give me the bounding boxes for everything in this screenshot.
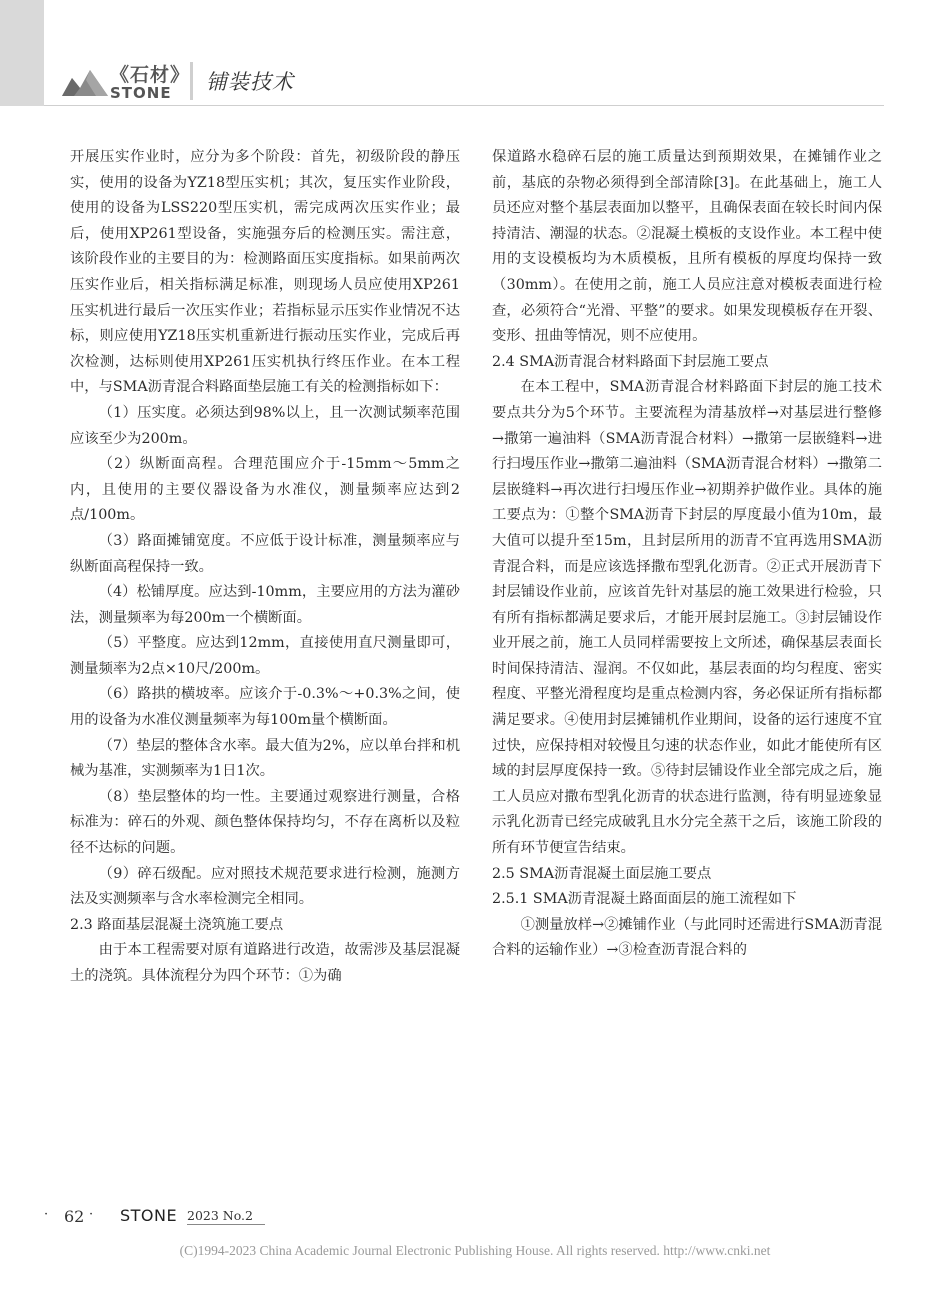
paragraph: 2.5.1 SMA沥青混凝土路面面层的施工流程如下 xyxy=(492,891,797,908)
page-number: 62 xyxy=(64,1207,85,1226)
paragraph: 保道路水稳碎石层的施工质量达到预期效果，在摊铺作业之前，基底的杂物必须得到全部清除[3]。在此基础上，施工人员还应对整个基层表面加以整平，且确保表面在较长时间内保持清洁、潮湿的状态。②混凝土模板的支设作业。本工程中使用的支设模板均为木质模板，且所有模板的厚度均保持一致（30mm）。在使用之前，施工人员应注意对模板表面进行检查，必须符合“光滑、平整”的要求。如果发现模板存在开裂、变形、扭曲等情况，则不应使用。 xyxy=(492,149,882,345)
footer-journal-name: STONE xyxy=(120,1206,178,1225)
header-divider xyxy=(190,62,193,100)
copyright-notice: (C)1994-2023 China Academic Journal Electronic Publishing House. All rights reserved. http://www.cnki.net xyxy=(179,1243,771,1258)
paragraph: （4）松铺厚度。应达到-10mm，主要应用的方法为灌砂法，测量频率为每200m一个横断面。 xyxy=(70,584,460,626)
paragraph: 由于本工程需要对原有道路进行改造，故需涉及基层混凝土的浇筑。具体流程分为四个环节：①为确 xyxy=(70,942,460,984)
paragraph: （3）路面摊铺宽度。不应低于设计标准，测量频率应与纵断面高程保持一致。 xyxy=(70,532,460,575)
left-column xyxy=(70,145,460,990)
paragraph: （2）纵断面高程。合理范围应介于-15mm～5mm之内，且使用的主要仪器设备为水准仪，测量频率应达到2点/100m。 xyxy=(70,456,460,524)
paragraph: （6）路拱的横坡率。应该介于-0.3%～+0.3%之间，使用的设备为水准仪测量频率为每100m量个横断面。 xyxy=(70,686,460,729)
journal-logo-en: STONE xyxy=(110,84,172,102)
paragraph: 在本工程中，SMA沥青混合材料路面下封层的施工技术要点共分为5个环节。主要流程为清基放样→对基层进行整修→撒第一遍油料（SMA沥青混合材料）→撒第一层嵌缝料→进行扫墁压作业→撒第二遍油料（SMA沥青混合材料）→撒第二层嵌缝料→再次进行扫墁压作业→初期养护做作业。具体的施工要点为：①整个SMA沥青下封层的厚度最小值为10m，最大值可以提升至15m，且封层所用的沥青不宜再选用SMA沥青混合料，而是应该选择撒布型乳化沥青。②正式开展沥青下封层铺设作业前，应该首先针对基层的施工效果进行检验，只有所有指标都满足要求后，才能开展封层施工。③封层铺设作业开展之前，施工人员同样需要按上文所述，确保基层表面长时间保持清洁、湿润。不仅如此，基层表面的均匀程度、密实程度、平整光滑程度均是重点检测内容，务必保证所有指标都满足要求。④使用封层摊铺机作业期间，设备的运行速度不宜过快，应保持相对较慢且匀速的状态作业，如此才能使所有区域的封层厚度保持一致。⑤待封层铺设作业全部完成之后，施工人员应对撒布型乳化沥青的状态进行监测，待有明显迹象显示乳化沥青已经完成破乳且水分完全蒸干之后，该施工阶段的所有环节便宣告结束。 xyxy=(492,379,882,857)
right-column xyxy=(492,145,882,964)
paragraph: （5）平整度。应达到12mm，直接使用直尺测量即可，测量频率为2点×10尺/200m。 xyxy=(70,635,460,677)
paragraph: （9）碎石级配。应对照技术规范要求进行检测，施测方法及实测频率与含水率检测完全相同。 xyxy=(70,865,460,908)
stone-logo-icon xyxy=(60,58,110,100)
paragraph: 2.5 SMA沥青混凝土面层施工要点 xyxy=(492,865,712,882)
footer-issue: 2023 No.2 xyxy=(187,1208,265,1225)
header-rule xyxy=(44,105,884,106)
header-gray-block xyxy=(0,0,44,106)
footer-dot: · xyxy=(89,1207,94,1222)
paragraph: （1）压实度。必须达到98%以上，且一次测试频率范围应该至少为200m。 xyxy=(70,404,460,447)
paragraph: 开展压实作业时，应分为多个阶段：首先，初级阶段的静压实，使用的设备为YZ18型压实机；其次，复压实作业阶段，使用的设备为LSS220型压实机，需完成两次压实作业；最后，使用XP261型设备，实施强夯后的检测压实。需注意，该阶段作业的主要目的为：检测路面压实度指标。如果前两次压实作业后，相关指标满足标准，则现场人员应使用XP261压实机进行最后一次压实作业；若指标显示压实作业情况不达标，则应使用YZ18压实机重新进行振动压实作业，完成后再次检测，达标则使用XP261压实机执行终压作业。在本工程中，与SMA沥青混合料路面垫层施工有关的检测指标如下： xyxy=(70,149,460,396)
paragraph: （7）垫层的整体含水率。最大值为2%，应以单台拌和机械为基准，实测频率为1日1次。 xyxy=(70,737,460,780)
section-title: 铺装技术 xyxy=(206,70,294,94)
footer-dot: · xyxy=(44,1207,49,1222)
journal-logo-cn: 《石材》 xyxy=(110,64,191,86)
paragraph: ①测量放样→②摊铺作业（与此同时还需进行SMA沥青混合料的运输作业）→③检查沥青混合料的 xyxy=(492,916,882,959)
paragraph: 2.4 SMA沥青混合材料路面下封层施工要点 xyxy=(492,353,769,370)
paragraph: （8）垫层整体的均一性。主要通过观察进行测量，合格标准为：碎石的外观、颜色整体保持均匀，不存在离析以及粒径不达标的问题。 xyxy=(70,788,460,857)
paragraph: 2.3 路面基层混凝土浇筑施工要点 xyxy=(70,916,284,933)
